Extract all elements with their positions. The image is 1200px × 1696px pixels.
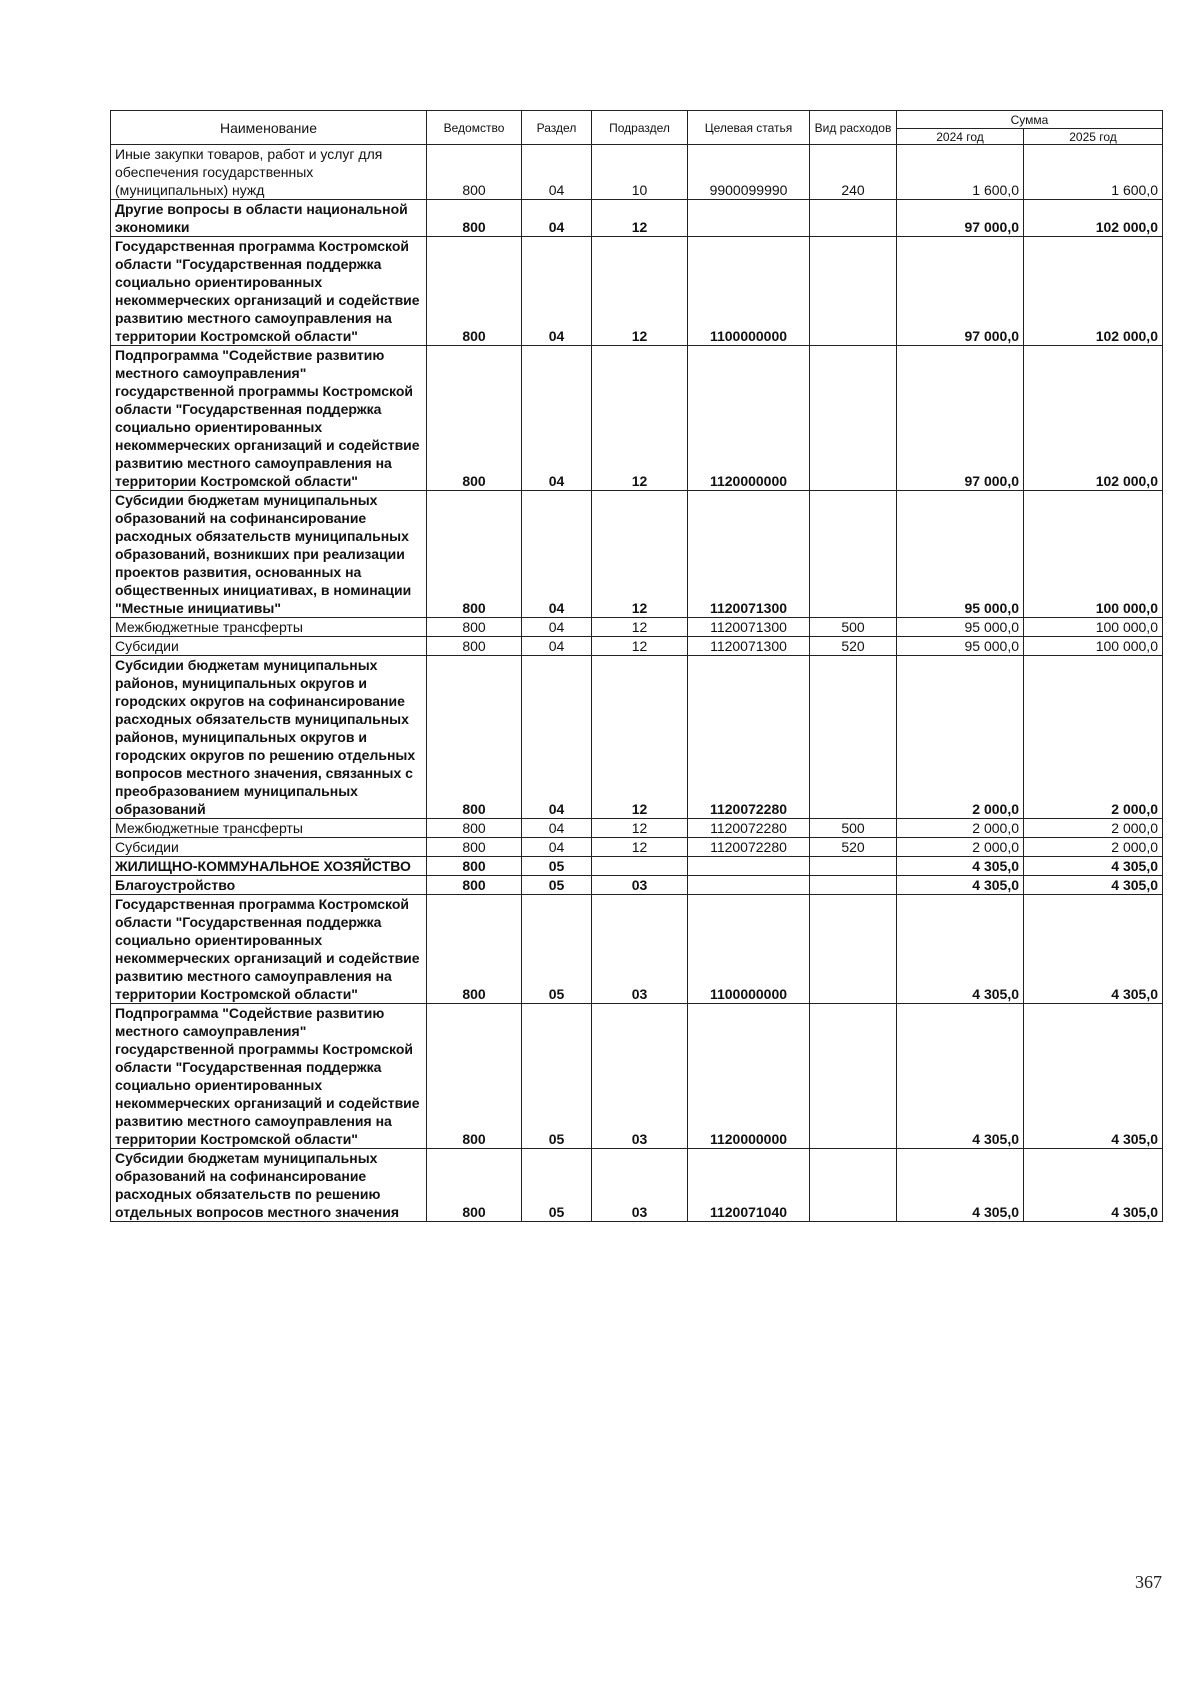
cell-section: 04 — [522, 637, 592, 656]
cell-subsection: 12 — [592, 618, 688, 637]
cell-type — [810, 491, 897, 618]
header-name: Наименование — [111, 111, 427, 145]
cell-y2025: 102 000,0 — [1024, 200, 1163, 237]
cell-target: 1100000000 — [688, 237, 810, 346]
cell-dept: 800 — [427, 819, 522, 838]
cell-y2025: 4 305,0 — [1024, 1149, 1163, 1222]
cell-name: Межбюджетные трансферты — [111, 618, 427, 637]
header-sum: Сумма — [897, 111, 1163, 129]
cell-name: Субсидии бюджетам муниципальных образований на софинансирование расходных обязательств муниципальных образований, возникших при реализации проектов развития, основанных на общественных инициативах, в номинации "Местные инициативы" — [111, 491, 427, 618]
cell-target: 1120071040 — [688, 1149, 810, 1222]
cell-target: 1120000000 — [688, 1004, 810, 1149]
cell-y2024: 95 000,0 — [897, 491, 1024, 618]
cell-y2024: 4 305,0 — [897, 857, 1024, 876]
cell-section: 04 — [522, 838, 592, 857]
cell-y2025: 4 305,0 — [1024, 895, 1163, 1004]
cell-dept: 800 — [427, 491, 522, 618]
cell-target — [688, 876, 810, 895]
cell-dept: 800 — [427, 200, 522, 237]
cell-subsection: 03 — [592, 876, 688, 895]
header-section: Раздел — [522, 111, 592, 145]
cell-target — [688, 857, 810, 876]
table-row — [111, 895, 1163, 1004]
table-row — [111, 838, 1163, 857]
cell-section: 04 — [522, 237, 592, 346]
cell-section: 05 — [522, 895, 592, 1004]
cell-type — [810, 346, 897, 491]
cell-subsection — [592, 857, 688, 876]
cell-y2024: 95 000,0 — [897, 618, 1024, 637]
cell-y2024: 1 600,0 — [897, 145, 1024, 200]
cell-y2025: 100 000,0 — [1024, 637, 1163, 656]
table-row — [111, 237, 1163, 346]
cell-y2025: 100 000,0 — [1024, 491, 1163, 618]
cell-target: 1120072280 — [688, 838, 810, 857]
cell-type: 520 — [810, 838, 897, 857]
cell-section: 05 — [522, 857, 592, 876]
header-type: Вид расходов — [810, 111, 897, 145]
cell-dept: 800 — [427, 618, 522, 637]
cell-section: 04 — [522, 346, 592, 491]
cell-name: Другие вопросы в области национальной экономики — [111, 200, 427, 237]
cell-type — [810, 857, 897, 876]
cell-y2024: 95 000,0 — [897, 637, 1024, 656]
cell-dept: 800 — [427, 857, 522, 876]
header-2024: 2024 год — [897, 129, 1024, 145]
cell-subsection: 12 — [592, 819, 688, 838]
cell-y2025: 4 305,0 — [1024, 1004, 1163, 1149]
cell-name: Подпрограмма "Содействие развитию местного самоуправления" государственной программы Костромской области "Государственная поддержка социально ориентированных некоммерческих организаций и содействие развитию местного самоуправления на территории Костромской области" — [111, 1004, 427, 1149]
cell-y2025: 2 000,0 — [1024, 838, 1163, 857]
table-row — [111, 637, 1163, 656]
cell-y2025: 4 305,0 — [1024, 857, 1163, 876]
cell-type: 500 — [810, 819, 897, 838]
page-number: 367 — [1135, 1572, 1162, 1592]
cell-dept: 800 — [427, 637, 522, 656]
cell-y2024: 2 000,0 — [897, 819, 1024, 838]
cell-subsection: 03 — [592, 1149, 688, 1222]
cell-y2025: 102 000,0 — [1024, 346, 1163, 491]
cell-type: 500 — [810, 618, 897, 637]
cell-y2024: 2 000,0 — [897, 838, 1024, 857]
cell-subsection: 03 — [592, 895, 688, 1004]
cell-section: 04 — [522, 819, 592, 838]
cell-y2025: 2 000,0 — [1024, 819, 1163, 838]
table-row — [111, 145, 1163, 200]
table-row — [111, 1149, 1163, 1222]
cell-dept: 800 — [427, 876, 522, 895]
cell-subsection: 12 — [592, 200, 688, 237]
cell-name: Субсидии бюджетам муниципальных образований на софинансирование расходных обязательств по решению отдельных вопросов местного значения — [111, 1149, 427, 1222]
cell-type: 240 — [810, 145, 897, 200]
cell-y2024: 4 305,0 — [897, 1149, 1024, 1222]
cell-section: 04 — [522, 200, 592, 237]
cell-y2025: 4 305,0 — [1024, 876, 1163, 895]
table-row — [111, 1004, 1163, 1149]
cell-y2024: 97 000,0 — [897, 346, 1024, 491]
table-row — [111, 876, 1163, 895]
cell-y2025: 2 000,0 — [1024, 656, 1163, 819]
cell-section: 04 — [522, 656, 592, 819]
cell-dept: 800 — [427, 838, 522, 857]
cell-y2024: 97 000,0 — [897, 200, 1024, 237]
cell-y2025: 1 600,0 — [1024, 145, 1163, 200]
cell-dept: 800 — [427, 346, 522, 491]
cell-type: 520 — [810, 637, 897, 656]
cell-type — [810, 237, 897, 346]
table-body — [111, 145, 1163, 1222]
cell-type — [810, 656, 897, 819]
table-row — [111, 346, 1163, 491]
cell-type — [810, 1149, 897, 1222]
table-row — [111, 618, 1163, 637]
cell-section: 05 — [522, 1149, 592, 1222]
cell-subsection: 12 — [592, 637, 688, 656]
cell-name: Субсидии бюджетам муниципальных районов, муниципальных округов и городских округов на софинансирование расходных обязательств муниципальных районов, муниципальных округов и городских округов по решению отдельных вопросов местного значения, связанных с преобразованием муниципальных образований — [111, 656, 427, 819]
cell-name: Государственная программа Костромской области "Государственная поддержка социально ориентированных некоммерческих организаций и содействие развитию местного самоуправления на территории Костромской области" — [111, 895, 427, 1004]
cell-dept: 800 — [427, 656, 522, 819]
cell-target — [688, 200, 810, 237]
cell-type — [810, 200, 897, 237]
budget-table — [110, 110, 1163, 1222]
table-row — [111, 200, 1163, 237]
header-target: Целевая статья — [688, 111, 810, 145]
header-2025: 2025 год — [1024, 129, 1163, 145]
table-row — [111, 491, 1163, 618]
cell-name: Подпрограмма "Содействие развитию местного самоуправления" государственной программы Костромской области "Государственная поддержка социально ориентированных некоммерческих организаций и содействие развитию местного самоуправления на территории Костромской области" — [111, 346, 427, 491]
cell-subsection: 12 — [592, 237, 688, 346]
cell-name: Субсидии — [111, 838, 427, 857]
cell-target: 1120071300 — [688, 637, 810, 656]
cell-name: Благоустройство — [111, 876, 427, 895]
cell-name: Иные закупки товаров, работ и услуг для обеспечения государственных (муниципальных) нужд — [111, 145, 427, 200]
cell-y2025: 102 000,0 — [1024, 237, 1163, 346]
cell-name: Межбюджетные трансферты — [111, 819, 427, 838]
cell-y2024: 97 000,0 — [897, 237, 1024, 346]
cell-section: 04 — [522, 145, 592, 200]
cell-y2024: 4 305,0 — [897, 1004, 1024, 1149]
cell-target: 1120071300 — [688, 618, 810, 637]
cell-dept: 800 — [427, 237, 522, 346]
cell-target: 1120072280 — [688, 819, 810, 838]
cell-subsection: 12 — [592, 838, 688, 857]
table-row — [111, 656, 1163, 819]
cell-y2024: 4 305,0 — [897, 895, 1024, 1004]
cell-name: Государственная программа Костромской области "Государственная поддержка социально ориентированных некоммерческих организаций и содействие развитию местного самоуправления на территории Костромской области" — [111, 237, 427, 346]
cell-target: 1120072280 — [688, 656, 810, 819]
cell-dept: 800 — [427, 895, 522, 1004]
header-subsection: Подраздел — [592, 111, 688, 145]
table-row — [111, 857, 1163, 876]
cell-y2025: 100 000,0 — [1024, 618, 1163, 637]
cell-subsection: 12 — [592, 346, 688, 491]
cell-type — [810, 876, 897, 895]
table-row — [111, 819, 1163, 838]
cell-name: Субсидии — [111, 637, 427, 656]
cell-subsection: 12 — [592, 656, 688, 819]
cell-name: ЖИЛИЩНО-КОММУНАЛЬНОЕ ХОЗЯЙСТВО — [111, 857, 427, 876]
cell-dept: 800 — [427, 1149, 522, 1222]
cell-type — [810, 895, 897, 1004]
cell-subsection: 12 — [592, 491, 688, 618]
cell-section: 04 — [522, 491, 592, 618]
cell-type — [810, 1004, 897, 1149]
cell-target: 9900099990 — [688, 145, 810, 200]
cell-target: 1120000000 — [688, 346, 810, 491]
cell-dept: 800 — [427, 1004, 522, 1149]
cell-dept: 800 — [427, 145, 522, 200]
cell-section: 05 — [522, 876, 592, 895]
cell-section: 05 — [522, 1004, 592, 1149]
cell-subsection: 03 — [592, 1004, 688, 1149]
header-dept: Ведомство — [427, 111, 522, 145]
cell-y2024: 4 305,0 — [897, 876, 1024, 895]
cell-y2024: 2 000,0 — [897, 656, 1024, 819]
cell-section: 04 — [522, 618, 592, 637]
cell-target: 1120071300 — [688, 491, 810, 618]
cell-subsection: 10 — [592, 145, 688, 200]
cell-target: 1100000000 — [688, 895, 810, 1004]
